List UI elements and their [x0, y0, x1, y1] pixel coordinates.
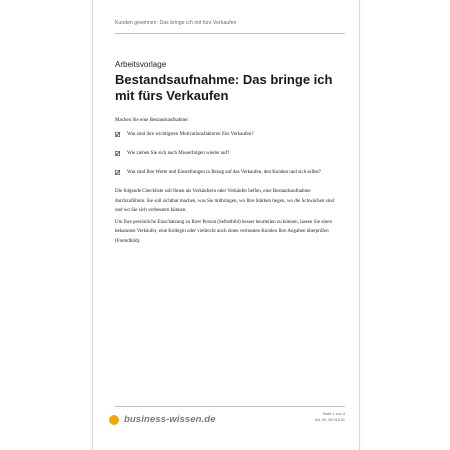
business-wissen-logo: [109, 414, 216, 425]
header-divider: [115, 33, 345, 34]
body-paragraph: Die folgende Checkliste soll Ihnen als Verkäuferin oder Verkäufer helfen, eine Bestandsaufnahme durchzuführen. Sie soll sichtbar machen, was Sie mitbringen, wo Ihre Stärken liegen, wo die Schwächen sind und wo Sie sich verbessern können.: [115, 189, 334, 214]
article-number: Art.-Nr. 06.016.01: [315, 418, 345, 422]
document-body: [115, 118, 340, 249]
body-paragraph: Um Ihre persönliche Einschätzung zu Ihrer Person (Selbstbild) besser beurteilen zu können, lassen Sie einen bekannten Verkäufer, eine Kollegin oder vielleicht auch einen vertrauten Kunden Ihre Angaben überprüfen (Fremdbild).: [115, 219, 333, 244]
checklist: [115, 130, 340, 178]
document-kicker: Arbeitsvorlage: [115, 60, 167, 69]
checklist-item: [115, 149, 340, 159]
checkbox-checked-icon: [115, 151, 120, 156]
running-head: Kunden gewinnen: Das bringe ich mit fürs Verkaufen: [115, 20, 237, 26]
checklist-item-text: Was sind ihre wichtigsten Motivationsfaktoren fürs Verkaufen?: [127, 132, 254, 137]
checklist-item-text: Wie ziehen Sie sich nach Misserfolgen wieder auf?: [127, 151, 230, 156]
document-title: Bestandsaufnahme: Das bringe ich mit fürs Verkaufen: [115, 72, 333, 103]
footer-divider: [115, 406, 345, 407]
checklist-item-text: Was sind Ihre Werte und Einstellungen in Bezug auf das Verkaufen, den Kunden und sich selbst?: [127, 170, 321, 175]
checkbox-checked-icon: [115, 132, 120, 137]
intro-text: Machen Sie eine Bestandsaufnahme:: [115, 118, 189, 123]
logo-text: business-wissen.de: [124, 414, 216, 425]
page-number: Seite 1 von 3: [322, 412, 345, 416]
checkbox-checked-icon: [115, 170, 120, 175]
checklist-item: [115, 130, 340, 140]
logo-dot-icon: [109, 415, 119, 425]
checklist-item: [115, 168, 340, 178]
page-info: [300, 411, 345, 423]
